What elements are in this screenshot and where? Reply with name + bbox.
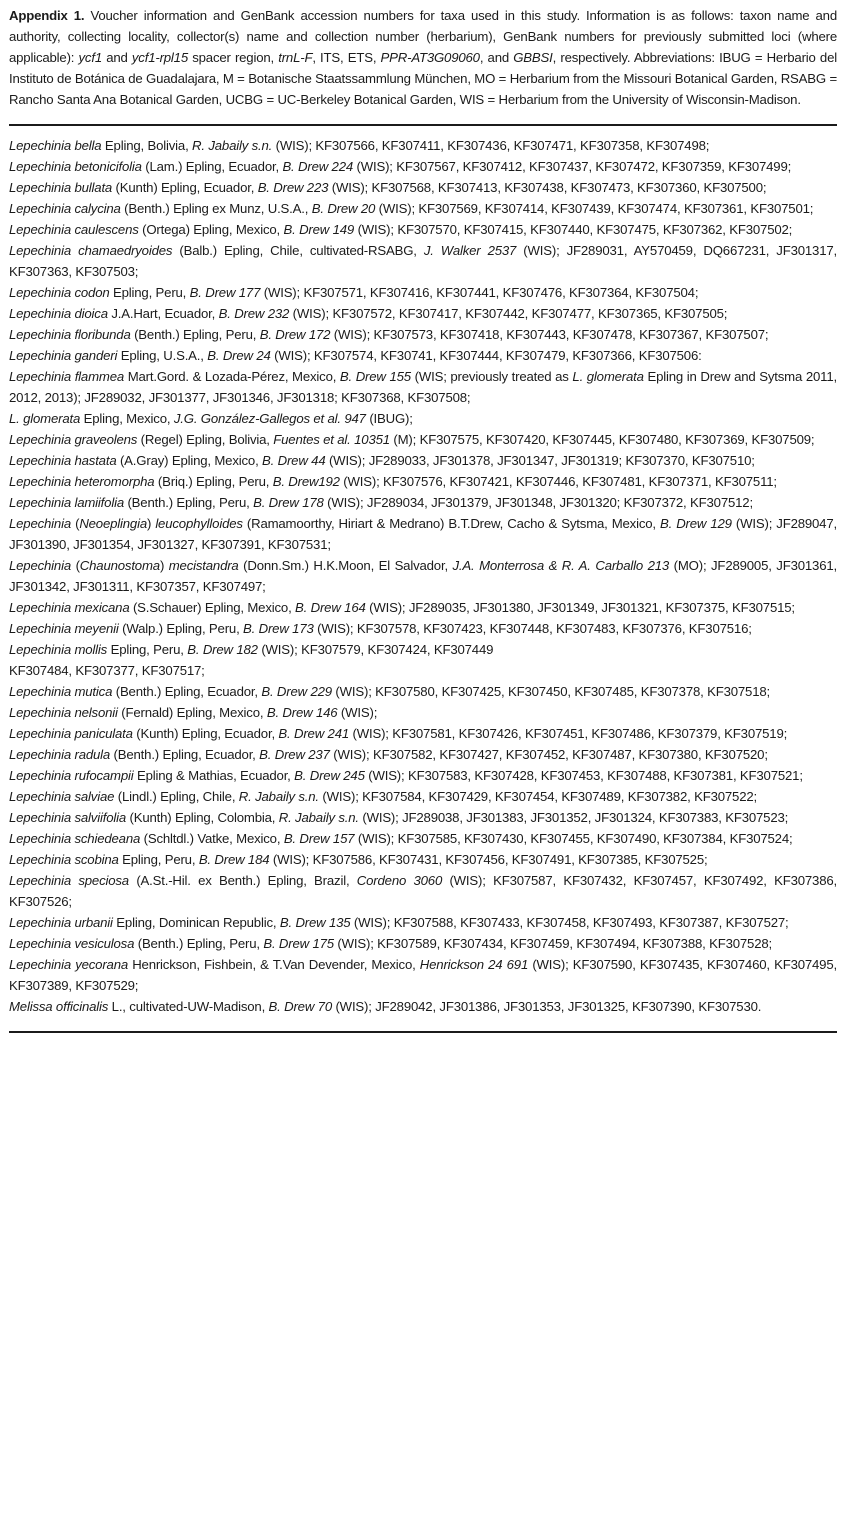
entry-text-segment: (WIS); KF307583, KF307428, KF307453, KF307488, KF307381, KF307521; <box>364 768 803 783</box>
entry-text-segment: (Benth.) Epling, Peru, <box>134 936 264 951</box>
entry-text-segment: Epling, Dominican Republic, <box>112 915 280 930</box>
entry-italic-segment: B. Drew 223 <box>257 180 329 195</box>
entry-italic-segment: R. Jabaily s.n. <box>278 810 359 825</box>
entry-text-segment: (Donn.Sm.) H.K.Moon, El Salvador, <box>238 558 453 573</box>
voucher-entry <box>9 996 837 1017</box>
entry-italic-segment: Lepechinia vesiculosa <box>9 936 135 951</box>
entry-italic-segment: B. Drew 175 <box>263 936 334 951</box>
voucher-entry <box>9 828 837 849</box>
bottom-rule <box>9 1031 837 1033</box>
entry-text-segment: (WIS); KF307574, KF30741, KF307444, KF307479, KF307366, KF307506: <box>270 348 702 363</box>
entry-text-segment: (Kunth) Epling, Ecuador, <box>132 726 279 741</box>
entry-italic-segment: B. Drew 20 <box>311 201 376 216</box>
voucher-entry <box>9 156 837 177</box>
voucher-entry <box>9 345 837 366</box>
entry-text-segment: (WIS); JF289038, JF301383, JF301352, JF301324, KF307383, KF307523; <box>358 810 789 825</box>
voucher-entry <box>9 744 837 765</box>
entry-italic-segment: Lepechinia rufocampii <box>9 768 134 783</box>
entry-text-segment: Mart.Gord. & Lozada-Pérez, Mexico, <box>124 369 340 384</box>
entry-text-segment: J.A.Hart, Ecuador, <box>107 306 219 321</box>
entry-text-segment: (Kunth) Epling, Colombia, <box>126 810 279 825</box>
entry-text-segment: (WIS); JF289035, JF301380, JF301349, JF301321, KF307375, KF307515; <box>365 600 795 615</box>
entry-italic-segment: Neoeplingia <box>79 516 147 531</box>
entry-italic-segment: Lepechinia flammea <box>9 369 124 384</box>
caption-italic-segment: ycf1 <box>78 50 102 65</box>
entry-text-segment: (WIS); JF289033, JF301378, JF301347, JF301319; KF307370, KF307510; <box>325 453 755 468</box>
entry-italic-segment: B. Drew192 <box>272 474 340 489</box>
voucher-entry <box>9 513 837 555</box>
entry-italic-segment: Lepechinia codon <box>9 285 110 300</box>
entry-text-segment: (WIS); KF307573, KF307418, KF307443, KF307478, KF307367, KF307507; <box>330 327 769 342</box>
entry-text-segment: (IBUG); <box>365 411 413 426</box>
voucher-entry <box>9 807 837 828</box>
entry-italic-segment: Cordeno 3060 <box>356 873 443 888</box>
voucher-entry <box>9 786 837 807</box>
voucher-entry <box>9 429 837 450</box>
entry-italic-segment: L. glomerata <box>9 411 81 426</box>
voucher-entry <box>9 702 837 723</box>
entry-text-segment: (Benth.) Epling, Ecuador, <box>112 684 262 699</box>
voucher-entry <box>9 219 837 240</box>
entry-italic-segment: B. Drew 70 <box>268 999 332 1014</box>
entry-text-segment: (WIS); JF289034, JF301379, JF301348, JF301320; KF307372, KF307512; <box>323 495 753 510</box>
voucher-entry <box>9 450 837 471</box>
entry-text-segment: (WIS); KF307572, KF307417, KF307442, KF307477, KF307365, KF307505; <box>289 306 728 321</box>
voucher-entry <box>9 492 837 513</box>
entry-text-segment: (Benth.) Epling, Peru, <box>123 495 254 510</box>
entry-italic-segment: B. Drew 178 <box>253 495 324 510</box>
entry-italic-segment: B. Drew 172 <box>259 327 331 342</box>
entry-text-segment: Henrickson, Fishbein, & T.Van Devender, Mexico, <box>128 957 420 972</box>
entry-text-segment: (WIS); JF289031, AY570459, DQ667231, JF301317, KF307363, KF307503; <box>9 243 837 279</box>
entry-italic-segment: Melissa officinalis <box>9 999 109 1014</box>
entry-italic-segment: Lepechinia yecorana <box>9 957 128 972</box>
voucher-entry <box>9 765 837 786</box>
entry-text-segment: (WIS); KF307586, KF307431, KF307456, KF307491, KF307385, KF307525; <box>269 852 708 867</box>
entry-text-segment: ) <box>147 516 156 531</box>
entry-text-segment: (WIS); KF307581, KF307426, KF307451, KF307486, KF307379, KF307519; <box>349 726 788 741</box>
caption-text-segment: , and <box>479 50 514 65</box>
voucher-list <box>9 135 837 1017</box>
entry-text-segment: ) <box>159 558 169 573</box>
entry-text-segment: ( <box>71 516 80 531</box>
caption-text-segment: , respectively. Abbreviations: IBUG = Herbario del Instituto de Botánica de Guadalajara, M = Botanische Staatssammlung München, MO = Herbarium from the Missouri Botanical Garden, RSABG = Rancho Santa Ana Botanical Garden, UCBG = UC-Berkeley Botanical Garden, WIS = Herbarium from the University of Wisconsin-Madison. <box>9 50 837 107</box>
caption-text-segment: Voucher information and GenBank accession numbers for taxa used in this study. Information is as follows: taxon name and authority, collecting locality, collector(s) name and collection number (herbarium), GenBank numbers for previously submitted loci (where applicable): <box>9 8 837 65</box>
entry-text-segment: (Benth.) Epling, Ecuador, <box>110 747 260 762</box>
caption-italic-segment: ycf1-rpl15 <box>131 50 188 65</box>
entry-text-segment: (WIS); KF307578, KF307423, KF307448, KF307483, KF307376, KF307516; <box>313 621 752 636</box>
voucher-entry <box>9 849 837 870</box>
entry-text-segment: (Schltdl.) Vatke, Mexico, <box>140 831 284 846</box>
entry-italic-segment: Lepechinia salviifolia <box>9 810 127 825</box>
entry-italic-segment: B. Drew 184 <box>198 852 270 867</box>
caption-italic-segment: PPR-AT3G09060 <box>380 50 480 65</box>
caption-text-segment: spacer region, <box>188 50 279 65</box>
entry-text-segment: (Walp.) Epling, Peru, <box>118 621 244 636</box>
entry-text-segment: (S.Schauer) Epling, Mexico, <box>129 600 296 615</box>
entry-text-segment: (WIS; previously treated as <box>410 369 573 384</box>
voucher-entry <box>9 240 837 282</box>
entry-text-segment: (M); KF307575, KF307420, KF307445, KF307480, KF307369, KF307509; <box>389 432 815 447</box>
caption-label: Appendix 1. <box>9 8 85 23</box>
entry-italic-segment: Lepechinia mexicana <box>9 600 130 615</box>
entry-italic-segment: Lepechinia salviae <box>9 789 115 804</box>
entry-italic-segment: B. Drew 177 <box>189 285 261 300</box>
entry-italic-segment: R. Jabaily s.n. <box>192 138 273 153</box>
entry-italic-segment: Lepechinia floribunda <box>9 327 131 342</box>
top-rule <box>9 124 837 126</box>
entry-italic-segment: B. Drew 173 <box>243 621 314 636</box>
entry-italic-segment: Lepechinia bella <box>9 138 102 153</box>
voucher-entry <box>9 282 837 303</box>
entry-text-segment: (Regel) Epling, Bolivia, <box>137 432 274 447</box>
entry-text-segment: (WIS); KF307582, KF307427, KF307452, KF307487, KF307380, KF307520; <box>329 747 768 762</box>
entry-text-segment: Epling, Bolivia, <box>101 138 193 153</box>
entry-text-segment: (WIS); KF307585, KF307430, KF307455, KF307490, KF307384, KF307524; <box>354 831 793 846</box>
entry-italic-segment: Fuentes et al. 10351 <box>273 432 390 447</box>
entry-italic-segment: B. Drew 237 <box>259 747 330 762</box>
caption-italic-segment: trnL-F <box>278 50 313 65</box>
entry-italic-segment: J.A. Monterrosa & R. A. Carballo 213 <box>452 558 670 573</box>
entry-italic-segment: Lepechinia mollis <box>9 642 108 657</box>
entry-text-segment: (WIS); KF307570, KF307415, KF307440, KF307475, KF307362, KF307502; <box>354 222 793 237</box>
entry-text-segment: (WIS); <box>337 705 378 720</box>
entry-text-segment: (WIS); KF307568, KF307413, KF307438, KF307473, KF307360, KF307500; <box>328 180 767 195</box>
entry-text-segment: (Kunth) Epling, Ecuador, <box>112 180 258 195</box>
entry-italic-segment: B. Drew 164 <box>295 600 366 615</box>
entry-text-segment: (Briq.) Epling, Peru, <box>154 474 273 489</box>
voucher-entry <box>9 723 837 744</box>
entry-text-segment: Epling, U.S.A., <box>117 348 208 363</box>
entry-italic-segment: B. Drew 232 <box>218 306 290 321</box>
entry-italic-segment: B. Drew 129 <box>660 516 732 531</box>
voucher-entry <box>9 933 837 954</box>
entry-italic-segment: B. Drew 44 <box>262 453 326 468</box>
entry-italic-segment: B. Drew 155 <box>339 369 411 384</box>
entry-italic-segment: Lepechinia hastata <box>9 453 117 468</box>
voucher-entry <box>9 597 837 618</box>
entry-text-segment: (WIS); KF307584, KF307429, KF307454, KF307489, KF307382, KF307522; <box>318 789 757 804</box>
entry-text-segment: (WIS); KF307571, KF307416, KF307441, KF307476, KF307364, KF307504; <box>260 285 699 300</box>
entry-italic-segment: Lepechinia nelsonii <box>9 705 118 720</box>
entry-italic-segment: Lepechinia schiedeana <box>9 831 141 846</box>
entry-italic-segment: B. Drew 182 <box>187 642 258 657</box>
entry-text-segment: (WIS); KF307576, KF307421, KF307446, KF307481, KF307371, KF307511; <box>339 474 777 489</box>
entry-italic-segment: B. Drew 229 <box>261 684 332 699</box>
entry-text-segment: (WIS); KF307590, KF307435, KF307460, KF307495, KF307389, KF307529; <box>9 957 837 993</box>
voucher-entry <box>9 366 837 408</box>
entry-italic-segment: B. Drew 245 <box>294 768 365 783</box>
entry-italic-segment: Lepechinia graveolens <box>9 432 138 447</box>
voucher-entry <box>9 324 837 345</box>
entry-italic-segment: B. Drew 135 <box>279 915 351 930</box>
voucher-entry <box>9 471 837 492</box>
entry-text-segment: (WIS); KF307567, KF307412, KF307437, KF307472, KF307359, KF307499; <box>353 159 792 174</box>
entry-text-segment: (WIS); KF307589, KF307434, KF307459, KF307494, KF307388, KF307528; <box>333 936 773 951</box>
voucher-entry <box>9 954 837 996</box>
entry-italic-segment: Lepechinia <box>9 516 71 531</box>
voucher-entry <box>9 135 837 156</box>
entry-text-segment: L., cultivated-UW-Madison, <box>108 999 269 1014</box>
entry-text-segment: (WIS); KF307569, KF307414, KF307439, KF307474, KF307361, KF307501; <box>375 201 814 216</box>
entry-italic-segment: J.G. González-Gallegos et al. 947 <box>173 411 366 426</box>
entry-italic-segment: Lepechinia bullata <box>9 180 113 195</box>
entry-italic-segment: B. Drew 241 <box>278 726 350 741</box>
entry-italic-segment: B. Drew 149 <box>283 222 355 237</box>
caption-text-segment: , ITS, ETS, <box>312 50 381 65</box>
entry-text-segment: (Ortega) Epling, Mexico, <box>138 222 284 237</box>
entry-text-segment: (Fernald) Epling, Mexico, <box>117 705 267 720</box>
entry-italic-segment: Lepechinia mutica <box>9 684 113 699</box>
entry-text-segment: Epling in Drew and Sytsma 2011, 2012, 2013); JF289032, JF301377, JF301346, JF301318; KF307368, KF307508; <box>9 369 837 405</box>
voucher-entry <box>9 555 837 597</box>
entry-text-segment: KF307484, KF307377, KF307517; <box>9 663 205 678</box>
entry-italic-segment: Lepechinia urbanii <box>9 915 113 930</box>
entry-text-segment: (A.Gray) Epling, Mexico, <box>116 453 263 468</box>
entry-italic-segment: mecistandra <box>168 558 239 573</box>
entry-italic-segment: Lepechinia calycina <box>9 201 121 216</box>
entry-italic-segment: R. Jabaily s.n. <box>238 789 319 804</box>
entry-italic-segment: B. Drew 146 <box>266 705 338 720</box>
voucher-entry <box>9 870 837 912</box>
voucher-entry <box>9 639 837 681</box>
entry-italic-segment: Lepechinia chamaedryoides <box>9 243 173 258</box>
entry-italic-segment: Lepechinia ganderi <box>9 348 118 363</box>
entry-italic-segment: B. Drew 157 <box>283 831 355 846</box>
entry-italic-segment: Lepechinia betonicifolia <box>9 159 142 174</box>
entry-italic-segment: Lepechinia <box>9 558 71 573</box>
entry-text-segment: (WIS); KF307588, KF307433, KF307458, KF307493, KF307387, KF307527; <box>350 915 789 930</box>
entry-text-segment: (A.St.-Hil. ex Benth.) Epling, Brazil, <box>128 873 357 888</box>
voucher-entry <box>9 198 837 219</box>
entry-italic-segment: B. Drew 224 <box>282 159 354 174</box>
voucher-entry <box>9 618 837 639</box>
entry-text-segment: (Ramamoorthy, Hiriart & Medrano) B.T.Drew, Cacho & Sytsma, Mexico, <box>242 516 660 531</box>
entry-italic-segment: Lepechinia dioica <box>9 306 108 321</box>
entry-italic-segment: Lepechinia meyenii <box>9 621 119 636</box>
voucher-entry <box>9 303 837 324</box>
entry-italic-segment: Lepechinia paniculata <box>9 726 133 741</box>
entry-italic-segment: leucophylloides <box>155 516 243 531</box>
entry-italic-segment: Lepechinia caulescens <box>9 222 139 237</box>
entry-italic-segment: Chaunostoma <box>79 558 160 573</box>
entry-italic-segment: Lepechinia speciosa <box>9 873 129 888</box>
entry-text-segment: (WIS); KF307566, KF307411, KF307436, KF307471, KF307358, KF307498; <box>272 138 710 153</box>
entry-italic-segment: Henrickson 24 691 <box>419 957 529 972</box>
entry-text-segment: (Lindl.) Epling, Chile, <box>114 789 239 804</box>
voucher-entry <box>9 408 837 429</box>
entry-text-segment: (WIS); KF307580, KF307425, KF307450, KF307485, KF307378, KF307518; <box>331 684 771 699</box>
entry-text-segment: (WIS); JF289042, JF301386, JF301353, JF301325, KF307390, KF307530. <box>331 999 762 1014</box>
voucher-entry <box>9 912 837 933</box>
entry-italic-segment: Lepechinia radula <box>9 747 111 762</box>
entry-text-segment: Epling, Peru, <box>109 285 190 300</box>
appendix-caption <box>9 5 837 110</box>
entry-text-segment: (WIS); JF289047, JF301390, JF301354, JF301327, KF307391, KF307531; <box>9 516 837 552</box>
entry-italic-segment: Lepechinia scobina <box>9 852 119 867</box>
entry-italic-segment: L. glomerata <box>572 369 644 384</box>
entry-text-segment: (MO); JF289005, JF301361, JF301342, JF301311, KF307357, KF307497; <box>9 558 837 594</box>
entry-text-segment: ( <box>71 558 80 573</box>
entry-italic-segment: J. Walker 2537 <box>423 243 517 258</box>
entry-text-segment: (WIS); KF307579, KF307424, KF307449 <box>257 642 494 657</box>
entry-text-segment: (Benth.) Epling ex Munz, U.S.A., <box>120 201 312 216</box>
caption-text-segment: and <box>101 50 132 65</box>
entry-italic-segment: B. Drew 24 <box>207 348 271 363</box>
entry-text-segment: Epling, Peru, <box>107 642 188 657</box>
entry-italic-segment: Lepechinia lamiifolia <box>9 495 124 510</box>
entry-text-segment: (Balb.) Epling, Chile, cultivated-RSABG, <box>172 243 424 258</box>
entry-text-segment: Epling & Mathias, Ecuador, <box>133 768 295 783</box>
entry-italic-segment: Lepechinia heteromorpha <box>9 474 155 489</box>
voucher-entry <box>9 177 837 198</box>
entry-text-segment: Epling, Peru, <box>118 852 199 867</box>
voucher-entry <box>9 681 837 702</box>
entry-text-segment: (WIS); KF307587, KF307432, KF307457, KF307492, KF307386, KF307526; <box>9 873 837 909</box>
entry-text-segment: (Benth.) Epling, Peru, <box>130 327 260 342</box>
entry-text-segment: Epling, Mexico, <box>80 411 174 426</box>
entry-text-segment: (Lam.) Epling, Ecuador, <box>141 159 283 174</box>
caption-italic-segment: GBBSI <box>513 50 553 65</box>
